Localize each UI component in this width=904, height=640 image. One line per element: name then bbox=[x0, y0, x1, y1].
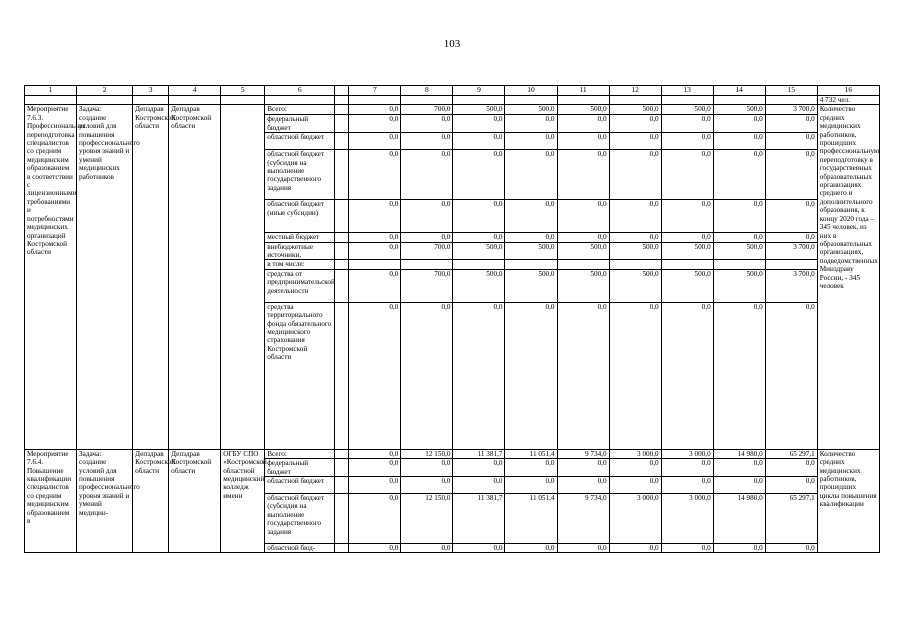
spacer-cell bbox=[335, 544, 349, 553]
coexecutor-cell: Депздрав Костромской области bbox=[169, 105, 221, 449]
value-cell: 0,0 bbox=[349, 449, 401, 458]
measure-cell: Мероприятие 7.6.3. Профессиональная переподготовка специалистов со средним медицинским образованием в соответствии с лицензионными требованиями и потребностями медицинских организаций Костромской области bbox=[25, 105, 77, 449]
value-cell: 0,0 bbox=[401, 115, 453, 133]
value-cell: 500,0 bbox=[557, 269, 609, 302]
value-cell: 0,0 bbox=[401, 477, 453, 494]
value-cell: 0,0 bbox=[349, 544, 401, 553]
value-cell: 0,0 bbox=[713, 133, 765, 150]
value-cell: 0,0 bbox=[609, 150, 661, 200]
value-cell: 500,0 bbox=[609, 269, 661, 302]
spacer-cell bbox=[335, 494, 349, 544]
value-cell: 0,0 bbox=[349, 233, 401, 242]
value-cell bbox=[661, 260, 713, 269]
value-cell: 3 000,0 bbox=[609, 494, 661, 544]
value-cell: 0,0 bbox=[453, 115, 505, 133]
value-cell: 0,0 bbox=[609, 477, 661, 494]
value-cell: 0,0 bbox=[765, 115, 817, 133]
value-cell: 500,0 bbox=[661, 105, 713, 115]
funding-source-cell: областной бюджет (субсидия на выполнение государственного задания bbox=[265, 494, 335, 544]
column-number: 7 bbox=[349, 86, 401, 96]
value-cell: 11 051,4 bbox=[505, 449, 557, 458]
empty-cell bbox=[335, 96, 349, 105]
column-number: 12 bbox=[609, 86, 661, 96]
value-cell: 0,0 bbox=[765, 459, 817, 477]
value-cell: 3 700,0 bbox=[765, 105, 817, 115]
value-cell: 0,0 bbox=[557, 233, 609, 242]
value-cell: 0,0 bbox=[505, 477, 557, 494]
value-cell: 500,0 bbox=[557, 105, 609, 115]
value-cell: 14 980,0 bbox=[713, 494, 765, 544]
value-cell: 0,0 bbox=[557, 150, 609, 200]
value-cell: 0,0 bbox=[661, 459, 713, 477]
value-cell: 500,0 bbox=[505, 105, 557, 115]
value-cell: 12 150,0 bbox=[401, 449, 453, 458]
value-cell: 0,0 bbox=[713, 150, 765, 200]
value-cell: 0,0 bbox=[349, 200, 401, 233]
empty-cell bbox=[609, 96, 661, 105]
spacer-cell bbox=[335, 477, 349, 494]
value-cell: 0,0 bbox=[349, 105, 401, 115]
value-cell: 0,0 bbox=[453, 459, 505, 477]
value-cell: 9 734,0 bbox=[557, 449, 609, 458]
value-cell: 0,0 bbox=[765, 233, 817, 242]
column-number: 6 bbox=[265, 86, 335, 96]
value-cell: 0,0 bbox=[401, 233, 453, 242]
value-cell: 0,0 bbox=[765, 150, 817, 200]
carry-over-row bbox=[25, 96, 880, 105]
funding-source-cell: областной бюджет (иные субсидии) bbox=[265, 200, 335, 233]
funding-source-cell: Всего: bbox=[265, 105, 335, 115]
page-number: 103 bbox=[443, 38, 461, 50]
value-cell: 0,0 bbox=[661, 115, 713, 133]
funding-source-cell: в том числе: bbox=[265, 260, 335, 269]
value-cell: 0,0 bbox=[505, 200, 557, 233]
value-cell: 0,0 bbox=[609, 302, 661, 449]
value-cell: 0,0 bbox=[557, 133, 609, 150]
value-cell: 500,0 bbox=[505, 269, 557, 302]
value-cell: 0,0 bbox=[401, 200, 453, 233]
empty-cell bbox=[401, 96, 453, 105]
result-cell: Количество средних медицинских работников, прошедших профессиональную переподготовку в государственных образовательных организациях среднего и дополнительного образования, к концу 2020 года – 345 человек, из них в образовательных организациях, подведомственных Минздраву России, - 345 человек bbox=[817, 105, 879, 449]
spacer-cell bbox=[335, 233, 349, 242]
column-number: 2 bbox=[77, 86, 133, 96]
empty-cell bbox=[77, 96, 133, 105]
value-cell: 0,0 bbox=[609, 200, 661, 233]
value-cell: 0,0 bbox=[453, 150, 505, 200]
value-cell: 0,0 bbox=[453, 233, 505, 242]
column-number: 14 bbox=[713, 86, 765, 96]
value-cell: 0,0 bbox=[349, 242, 401, 260]
value-cell: 0,0 bbox=[453, 200, 505, 233]
value-cell: 3 700,0 bbox=[765, 242, 817, 260]
value-cell: 0,0 bbox=[713, 544, 765, 553]
column-number: 9 bbox=[453, 86, 505, 96]
value-cell: 3 700,0 bbox=[765, 269, 817, 302]
value-cell: 0,0 bbox=[661, 544, 713, 553]
value-cell: 0,0 bbox=[349, 150, 401, 200]
column-number: 11 bbox=[557, 86, 609, 96]
column-number: 3 bbox=[133, 86, 169, 96]
value-cell: 0,0 bbox=[557, 302, 609, 449]
value-cell: 0,0 bbox=[661, 302, 713, 449]
value-cell: 0,0 bbox=[713, 233, 765, 242]
value-cell: 0,0 bbox=[713, 477, 765, 494]
value-cell: 0,0 bbox=[609, 233, 661, 242]
value-cell: 0,0 bbox=[505, 233, 557, 242]
column-number: 4 bbox=[169, 86, 221, 96]
value-cell: 0,0 bbox=[453, 544, 505, 553]
table-row bbox=[25, 105, 880, 115]
value-cell: 0,0 bbox=[505, 302, 557, 449]
value-cell: 500,0 bbox=[713, 105, 765, 115]
value-cell: 14 980,0 bbox=[713, 449, 765, 458]
value-cell: 0,0 bbox=[765, 200, 817, 233]
funding-source-cell: местный бюджет bbox=[265, 233, 335, 242]
value-cell: 11 381,7 bbox=[453, 449, 505, 458]
spacer-cell bbox=[335, 133, 349, 150]
value-cell: 500,0 bbox=[661, 242, 713, 260]
value-cell: 3 000,0 bbox=[661, 449, 713, 458]
funding-source-cell: средства от предпринимательской деятельности bbox=[265, 269, 335, 302]
empty-cell bbox=[221, 96, 265, 105]
value-cell bbox=[713, 260, 765, 269]
funding-source-cell: средства территориального фонда обязательного медицинского страхования Костромской области bbox=[265, 302, 335, 449]
value-cell: 500,0 bbox=[453, 105, 505, 115]
funding-source-cell: областной бюджет bbox=[265, 133, 335, 150]
spacer-cell bbox=[335, 105, 349, 115]
value-cell: 0,0 bbox=[505, 150, 557, 200]
measure-cell: Мероприятие 7.6.4. Повышение квалификации специалистов со средним медицинским образованием в bbox=[25, 449, 77, 553]
column-number: 1 bbox=[25, 86, 77, 96]
value-cell: 0,0 bbox=[661, 200, 713, 233]
value-cell: 0,0 bbox=[453, 477, 505, 494]
result-cell: Количество средних медицинских работников, прошедших циклы повышения квалификации bbox=[817, 449, 879, 553]
value-cell: 0,0 bbox=[349, 494, 401, 544]
value-cell bbox=[453, 260, 505, 269]
value-cell: 0,0 bbox=[453, 133, 505, 150]
value-cell: 65 297,1 bbox=[765, 449, 817, 458]
value-cell: 500,0 bbox=[557, 242, 609, 260]
spacer-cell bbox=[335, 242, 349, 260]
value-cell: 500,0 bbox=[453, 242, 505, 260]
value-cell: 500,0 bbox=[713, 269, 765, 302]
funding-source-cell: областной бюд- bbox=[265, 544, 335, 553]
value-cell: 0,0 bbox=[505, 544, 557, 553]
value-cell: 0,0 bbox=[557, 459, 609, 477]
value-cell: 0,0 bbox=[557, 477, 609, 494]
spacer-cell bbox=[335, 260, 349, 269]
value-cell: 9 734,0 bbox=[557, 494, 609, 544]
value-cell bbox=[349, 260, 401, 269]
value-cell: 0,0 bbox=[713, 200, 765, 233]
task-cell: Задача: создание условий для повышения профессионального уровня знаний и умений медицинских работников bbox=[77, 105, 133, 449]
value-cell bbox=[765, 260, 817, 269]
spacer-cell bbox=[335, 200, 349, 233]
value-cell: 0,0 bbox=[609, 544, 661, 553]
funding-source-cell: областной бюджет (субсидия на выполнение государственного задания bbox=[265, 150, 335, 200]
spacer-cell bbox=[335, 302, 349, 449]
value-cell: 0,0 bbox=[505, 115, 557, 133]
empty-cell bbox=[661, 96, 713, 105]
executor-cell: Депздрав Костромской области bbox=[133, 449, 169, 553]
column-number: 10 bbox=[505, 86, 557, 96]
spacer-cell bbox=[335, 449, 349, 458]
value-cell: 0,0 bbox=[765, 133, 817, 150]
value-cell: 500,0 bbox=[609, 105, 661, 115]
value-cell: 500,0 bbox=[505, 242, 557, 260]
value-cell: 0,0 bbox=[557, 115, 609, 133]
column-number: 15 bbox=[765, 86, 817, 96]
value-cell: 0,0 bbox=[661, 477, 713, 494]
value-cell: 3 000,0 bbox=[609, 449, 661, 458]
table-row bbox=[25, 449, 880, 458]
executor-cell: Депздрав Костромской области bbox=[133, 105, 169, 449]
empty-cell bbox=[169, 96, 221, 105]
value-cell: 500,0 bbox=[609, 242, 661, 260]
value-cell: 0,0 bbox=[661, 133, 713, 150]
value-cell: 0,0 bbox=[349, 269, 401, 302]
value-cell: 0,0 bbox=[401, 150, 453, 200]
value-cell: 0,0 bbox=[401, 302, 453, 449]
empty-cell bbox=[557, 96, 609, 105]
value-cell: 0,0 bbox=[349, 477, 401, 494]
organization-cell bbox=[221, 105, 265, 449]
value-cell: 0,0 bbox=[401, 544, 453, 553]
value-cell: 0,0 bbox=[349, 302, 401, 449]
spacer-cell bbox=[335, 459, 349, 477]
value-cell: 0,0 bbox=[765, 477, 817, 494]
value-cell bbox=[557, 260, 609, 269]
empty-cell bbox=[265, 96, 335, 105]
value-cell: 65 297,1 bbox=[765, 494, 817, 544]
budget-table bbox=[24, 85, 880, 553]
value-cell: 0,0 bbox=[557, 544, 609, 553]
column-number: 8 bbox=[401, 86, 453, 96]
value-cell: 11 381,7 bbox=[453, 494, 505, 544]
value-cell: 0,0 bbox=[765, 302, 817, 449]
value-cell: 700,0 bbox=[401, 269, 453, 302]
spacer-cell bbox=[335, 115, 349, 133]
value-cell: 0,0 bbox=[401, 459, 453, 477]
empty-cell bbox=[505, 96, 557, 105]
value-cell: 0,0 bbox=[609, 115, 661, 133]
value-cell: 700,0 bbox=[401, 242, 453, 260]
spacer-cell bbox=[335, 150, 349, 200]
value-cell bbox=[609, 260, 661, 269]
value-cell: 0,0 bbox=[349, 115, 401, 133]
empty-cell bbox=[133, 96, 169, 105]
funding-source-cell: областной бюджет bbox=[265, 477, 335, 494]
carry-over-cell: 4 732 чел. bbox=[817, 96, 879, 105]
funding-source-cell: внебюджетные источники, bbox=[265, 242, 335, 260]
value-cell: 500,0 bbox=[453, 269, 505, 302]
value-cell: 0,0 bbox=[609, 133, 661, 150]
value-cell: 0,0 bbox=[453, 302, 505, 449]
value-cell bbox=[505, 260, 557, 269]
column-number: 5 bbox=[221, 86, 265, 96]
task-cell: Задача: создание условий для повышения профессионального уровня знаний и умений медицин- bbox=[77, 449, 133, 553]
value-cell: 500,0 bbox=[713, 242, 765, 260]
value-cell: 0,0 bbox=[349, 459, 401, 477]
value-cell bbox=[401, 260, 453, 269]
column-number bbox=[335, 86, 349, 96]
value-cell: 0,0 bbox=[661, 150, 713, 200]
value-cell: 0,0 bbox=[713, 459, 765, 477]
value-cell: 700,0 bbox=[401, 105, 453, 115]
value-cell: 500,0 bbox=[661, 269, 713, 302]
empty-cell bbox=[453, 96, 505, 105]
value-cell: 0,0 bbox=[349, 133, 401, 150]
coexecutor-cell: Депздрав Костромской области bbox=[169, 449, 221, 553]
empty-cell bbox=[349, 96, 401, 105]
value-cell: 0,0 bbox=[661, 233, 713, 242]
empty-cell bbox=[713, 96, 765, 105]
value-cell: 0,0 bbox=[713, 302, 765, 449]
column-number: 13 bbox=[661, 86, 713, 96]
value-cell: 0,0 bbox=[505, 459, 557, 477]
empty-cell bbox=[765, 96, 817, 105]
column-number-row bbox=[25, 86, 880, 96]
funding-source-cell: федеральный бюджет bbox=[265, 115, 335, 133]
organization-cell: ОГБУ СПО «Костромской областной медицинский колледж имени bbox=[221, 449, 265, 553]
empty-cell bbox=[25, 96, 77, 105]
value-cell: 0,0 bbox=[557, 200, 609, 233]
funding-source-cell: Всего: bbox=[265, 449, 335, 458]
value-cell: 12 150,0 bbox=[401, 494, 453, 544]
column-number: 16 bbox=[817, 86, 879, 96]
value-cell: 3 000,0 bbox=[661, 494, 713, 544]
value-cell: 0,0 bbox=[765, 544, 817, 553]
spacer-cell bbox=[335, 269, 349, 302]
funding-source-cell: федеральный бюджет bbox=[265, 459, 335, 477]
value-cell: 0,0 bbox=[609, 459, 661, 477]
value-cell: 0,0 bbox=[505, 133, 557, 150]
value-cell: 0,0 bbox=[401, 133, 453, 150]
value-cell: 11 051,4 bbox=[505, 494, 557, 544]
value-cell: 0,0 bbox=[713, 115, 765, 133]
